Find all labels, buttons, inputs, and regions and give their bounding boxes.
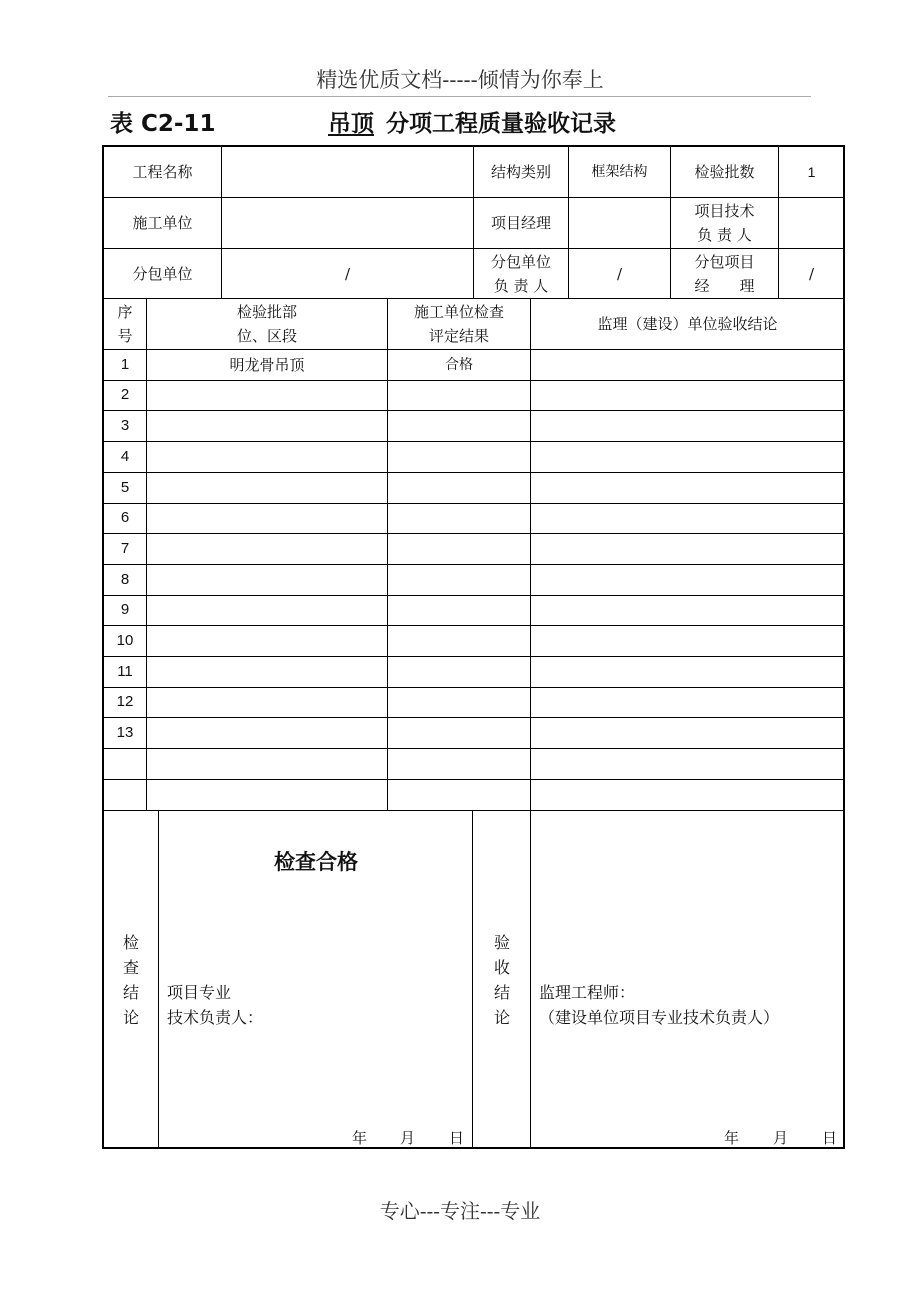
row-result[interactable] — [388, 595, 530, 625]
form-subject: 吊顶 — [328, 111, 374, 137]
project-manager-label: 项目经理 — [490, 214, 551, 232]
row-supervision[interactable] — [531, 779, 844, 810]
row-location[interactable] — [147, 595, 387, 625]
document-footer: 专心---专注---专业 — [379, 1199, 541, 1223]
row-location[interactable] — [147, 533, 387, 564]
row-no — [104, 779, 146, 810]
row-location[interactable] — [147, 410, 387, 441]
batch-count-field[interactable]: 1 — [807, 164, 816, 180]
acceptance-conclusion-label: 验 收 结 论 — [493, 933, 510, 1027]
row-result[interactable] — [388, 625, 530, 656]
project-name-label: 工程名称 — [132, 163, 193, 181]
col-header-no: 序 号 — [117, 303, 133, 345]
col-header-result: 施工单位检查 评定结果 — [413, 303, 504, 345]
row-result[interactable] — [388, 717, 530, 748]
structure-type-label: 结构类别 — [490, 163, 551, 181]
row-result[interactable] — [388, 748, 530, 779]
row-no: 12 — [116, 693, 134, 710]
row-result[interactable] — [388, 503, 530, 533]
row-supervision[interactable] — [531, 656, 844, 687]
row-no: 1 — [120, 355, 130, 373]
col-header-location: 检验批部 位、区段 — [236, 303, 297, 345]
row-no: 9 — [120, 601, 130, 618]
row-location[interactable] — [147, 564, 387, 595]
row-no: 6 — [120, 509, 130, 526]
sub-lead-label: 分包单位 负 责 人 — [490, 252, 551, 295]
project-manager-field[interactable] — [569, 198, 670, 248]
row-location[interactable] — [147, 441, 387, 472]
accept-date-month: 月 — [773, 1129, 789, 1147]
sub-manager-field[interactable]: / — [808, 264, 815, 283]
check-conclusion-label: 检 查 结 论 — [122, 933, 139, 1027]
row-location[interactable] — [147, 656, 387, 687]
subcontractor-field[interactable]: / — [344, 264, 351, 283]
row-no: 11 — [117, 662, 133, 680]
row-no: 5 — [120, 478, 130, 496]
grid-line — [530, 810, 531, 1147]
header-divider — [108, 96, 811, 97]
row-no: 4 — [120, 447, 130, 465]
row-location[interactable] — [147, 717, 387, 748]
tech-lead-field[interactable] — [779, 198, 844, 248]
row-location[interactable] — [147, 625, 387, 656]
contractor-field[interactable] — [222, 198, 473, 248]
row-supervision[interactable] — [531, 410, 844, 441]
row-result[interactable]: 合格 — [445, 356, 473, 373]
row-supervision[interactable] — [531, 564, 844, 595]
sub-lead-field[interactable]: / — [616, 264, 623, 283]
form-code: 表 C2-11 — [110, 111, 216, 137]
sub-manager-label: 分包项目 经 理 — [694, 252, 755, 295]
check-signer-label: 项目专业 技术负责人： — [167, 983, 264, 1027]
row-no: 2 — [120, 386, 130, 403]
accept-date-day: 日 — [822, 1129, 838, 1147]
accept-date-year: 年 — [724, 1129, 740, 1147]
row-location[interactable] — [147, 503, 387, 533]
row-no: 8 — [120, 570, 130, 588]
row-supervision[interactable] — [531, 595, 844, 625]
row-no — [104, 748, 146, 779]
subcontractor-label: 分包单位 — [132, 264, 193, 283]
tech-lead-label: 项目技术 负 责 人 — [694, 202, 755, 244]
check-date-month: 月 — [400, 1129, 416, 1147]
batch-count-label: 检验批数 — [694, 163, 755, 181]
row-location[interactable] — [147, 380, 387, 410]
row-supervision[interactable] — [531, 441, 844, 472]
row-no: 13 — [116, 723, 134, 741]
row-result[interactable] — [388, 380, 530, 410]
row-no: 10 — [116, 631, 134, 649]
row-result[interactable] — [388, 687, 530, 717]
row-location[interactable]: 明龙骨吊顶 — [229, 355, 305, 374]
row-result[interactable] — [388, 779, 530, 810]
check-date-day: 日 — [449, 1129, 465, 1147]
project-name-field[interactable] — [222, 147, 473, 197]
row-result[interactable] — [388, 472, 530, 503]
row-no: 7 — [120, 539, 130, 557]
row-location[interactable] — [147, 687, 387, 717]
document-banner: 精选优质文档-----倾情为你奉上 — [316, 68, 604, 92]
row-supervision[interactable] — [531, 349, 844, 380]
structure-type-field[interactable]: 框架结构 — [591, 164, 648, 180]
check-date-year: 年 — [352, 1129, 368, 1147]
row-location[interactable] — [147, 472, 387, 503]
acceptance-signer-label: 监理工程师： （建设单位项目专业技术负责人） — [539, 983, 780, 1027]
row-supervision[interactable] — [531, 625, 844, 656]
grid-line — [104, 810, 845, 811]
check-result: 检查合格 — [274, 850, 358, 874]
row-result[interactable] — [388, 441, 530, 472]
form-title — [298, 105, 616, 138]
row-supervision[interactable] — [531, 748, 844, 779]
row-supervision[interactable] — [531, 717, 844, 748]
row-supervision[interactable] — [531, 472, 844, 503]
row-supervision[interactable] — [531, 687, 844, 717]
grid-line — [158, 810, 159, 1147]
row-location[interactable] — [147, 748, 387, 779]
row-supervision[interactable] — [531, 503, 844, 533]
row-result[interactable] — [388, 533, 530, 564]
grid-line — [472, 810, 473, 1147]
col-header-supervision: 监理（建设）单位验收结论 — [597, 315, 778, 333]
row-result[interactable] — [388, 564, 530, 595]
row-result[interactable] — [388, 410, 530, 441]
row-supervision[interactable] — [531, 380, 844, 410]
row-result[interactable] — [388, 656, 530, 687]
form-title-text: 分项工程质量验收记录 — [386, 111, 617, 137]
row-no: 3 — [120, 416, 130, 434]
row-supervision[interactable] — [531, 533, 844, 564]
contractor-label: 施工单位 — [132, 214, 193, 232]
row-location[interactable] — [147, 779, 387, 810]
